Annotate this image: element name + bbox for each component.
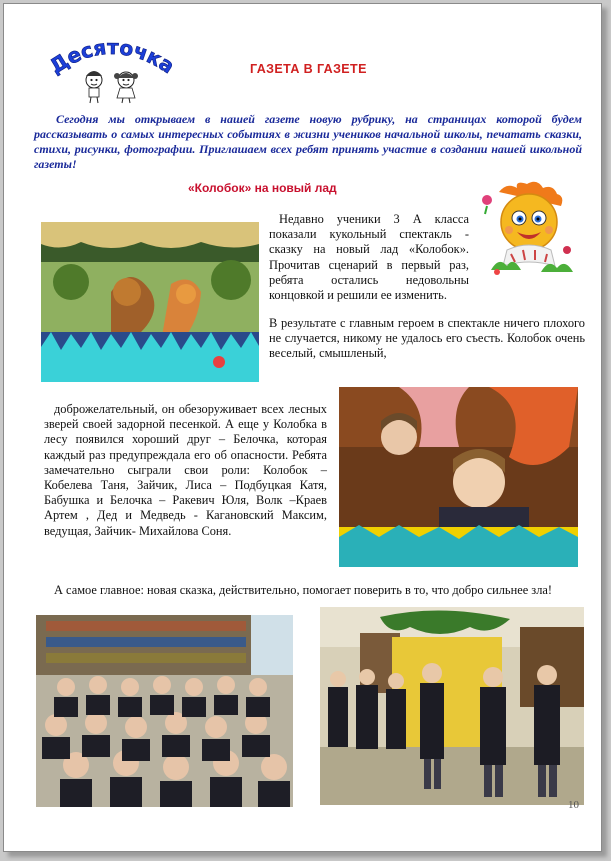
article-paragraph-1: Недавно ученики 3 А класса показали кукольный спектакль - сказку на новый лад «Колобок». Прочитав сценарий в первый раз, ребята остались недовольны концовкой и решили ее изменить.	[269, 212, 469, 303]
girl-cartoon-icon	[114, 72, 138, 103]
article-paragraph-3: доброжелательный, он обезоруживает всех лесных зверей своей задорной песенкой. А еще у Колобка в лесу появился хороший друг – Белочка, которая каждый раз предупреждала его об опасности. Ребята замечательно сыграли свои роли: Колобок – Кобелева Таня, Зайчик, Лиса – Подбуцкая Катя, Бабушка и Белочка – Ракевич Юля, Волк –Краев Артем , Дед и Медведь - Кагановский Максим, ведущая, Зайчик- Михайлова Соня.	[44, 402, 327, 538]
puppet-show-photo	[41, 222, 259, 382]
article-title: «Колобок» на новый лад	[188, 181, 337, 195]
audience-photo	[36, 615, 293, 807]
performers-photo	[320, 607, 584, 805]
article-paragraph-4: А самое главное: новая сказка, действительно, помогает поверить в то, что добро сильнее зла!	[54, 583, 553, 597]
kolobok-cartoon-icon	[477, 180, 577, 280]
intro-paragraph: Сегодня мы открываем в нашей газете новую рубрику, на страницах которой будем рассказывать о самых интересных событиях в жизни учеников начальной школы, печатать сказки, стихи, рисунки, фотографии. Приглашаем всех ребят принять участие в создании нашей школьной газеты!	[34, 112, 582, 171]
page-number: 10	[568, 799, 579, 811]
article-paragraph-2: В результате с главным героем в спектакле ничего плохого не случается, никому не удалось его съесть. Колобок очень веселый, смышленый,	[269, 316, 585, 361]
svg-text:Десяточка	[45, 36, 179, 78]
child-with-puppet-photo	[339, 387, 578, 567]
newspaper-page	[3, 3, 602, 852]
boy-cartoon-icon	[86, 71, 102, 103]
logo-text: Десяточка	[45, 36, 179, 79]
rubric-title: ГАЗЕТА В ГАЗЕТЕ	[250, 62, 367, 76]
desyatochka-logo	[42, 36, 180, 106]
